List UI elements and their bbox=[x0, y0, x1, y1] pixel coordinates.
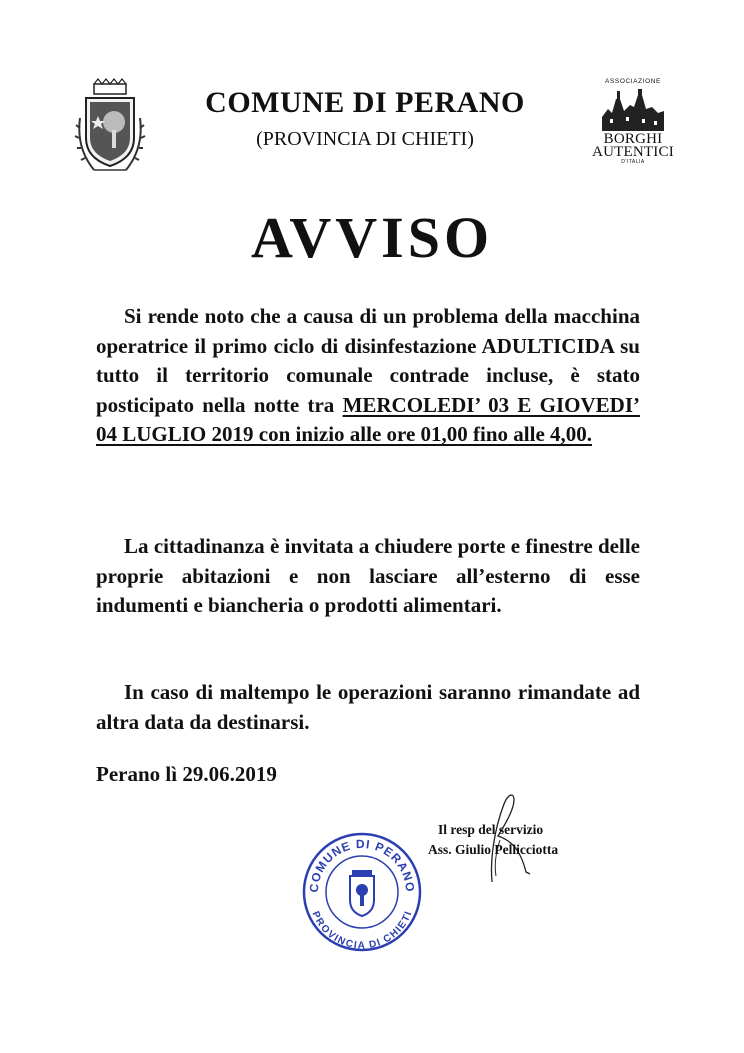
date-range-underlined: MERCOLEDI’ 03 E GIOVEDI’ 04 LUGLIO 2019 con inizio alle ore 01,00 fino alle 4,00. bbox=[96, 392, 640, 446]
borghi-autentici-logo bbox=[586, 78, 680, 184]
assoc-label: ASSOCIAZIONE bbox=[605, 78, 661, 85]
assoc-line2: AUTENTICI bbox=[592, 144, 674, 160]
stamp-bottom-text: PROVINCIA DI CHIETI bbox=[309, 909, 415, 952]
notice-paragraph-3: In caso di maltempo le operazioni saranno rimandate ad altra data da destinarsi. bbox=[96, 680, 640, 734]
notice-paragraph-2: La cittadinanza è invitata a chiudere porte e finestre delle proprie abitazioni e non lasciare all’esterno di esse indumenti e biancheria o prodotti alimentari. bbox=[96, 534, 640, 617]
municipal-crest-icon bbox=[74, 78, 146, 178]
village-icon bbox=[598, 87, 668, 133]
assoc-line1: BORGHI bbox=[603, 131, 663, 147]
stamp-crest-icon bbox=[350, 870, 374, 916]
notice-heading: AVVISO bbox=[250, 205, 494, 270]
place-date: Perano lì 29.06.2019 bbox=[96, 762, 277, 786]
signer-role: Il resp del servizio bbox=[438, 822, 544, 837]
assoc-line3: D'ITALIA bbox=[621, 159, 645, 165]
province-subtitle: (PROVINCIA DI CHIETI) bbox=[256, 128, 474, 150]
handwritten-signature bbox=[470, 790, 540, 890]
official-stamp bbox=[300, 830, 424, 954]
stamp-top-text: COMUNE DI PERANO bbox=[306, 836, 418, 894]
signer-name: Ass. Giulio Pellicciotta bbox=[428, 842, 559, 857]
page-title: COMUNE DI PERANO bbox=[205, 86, 525, 119]
paragraph-1-text: Si rende noto che a causa di un problema della macchina operatrice il primo ciclo di disinfestazione ADULTICIDA su tutto il territorio comunale contrade incluse, è stato posticipato nella notte tra bbox=[96, 304, 640, 417]
notice-paragraph-1 bbox=[96, 302, 640, 450]
